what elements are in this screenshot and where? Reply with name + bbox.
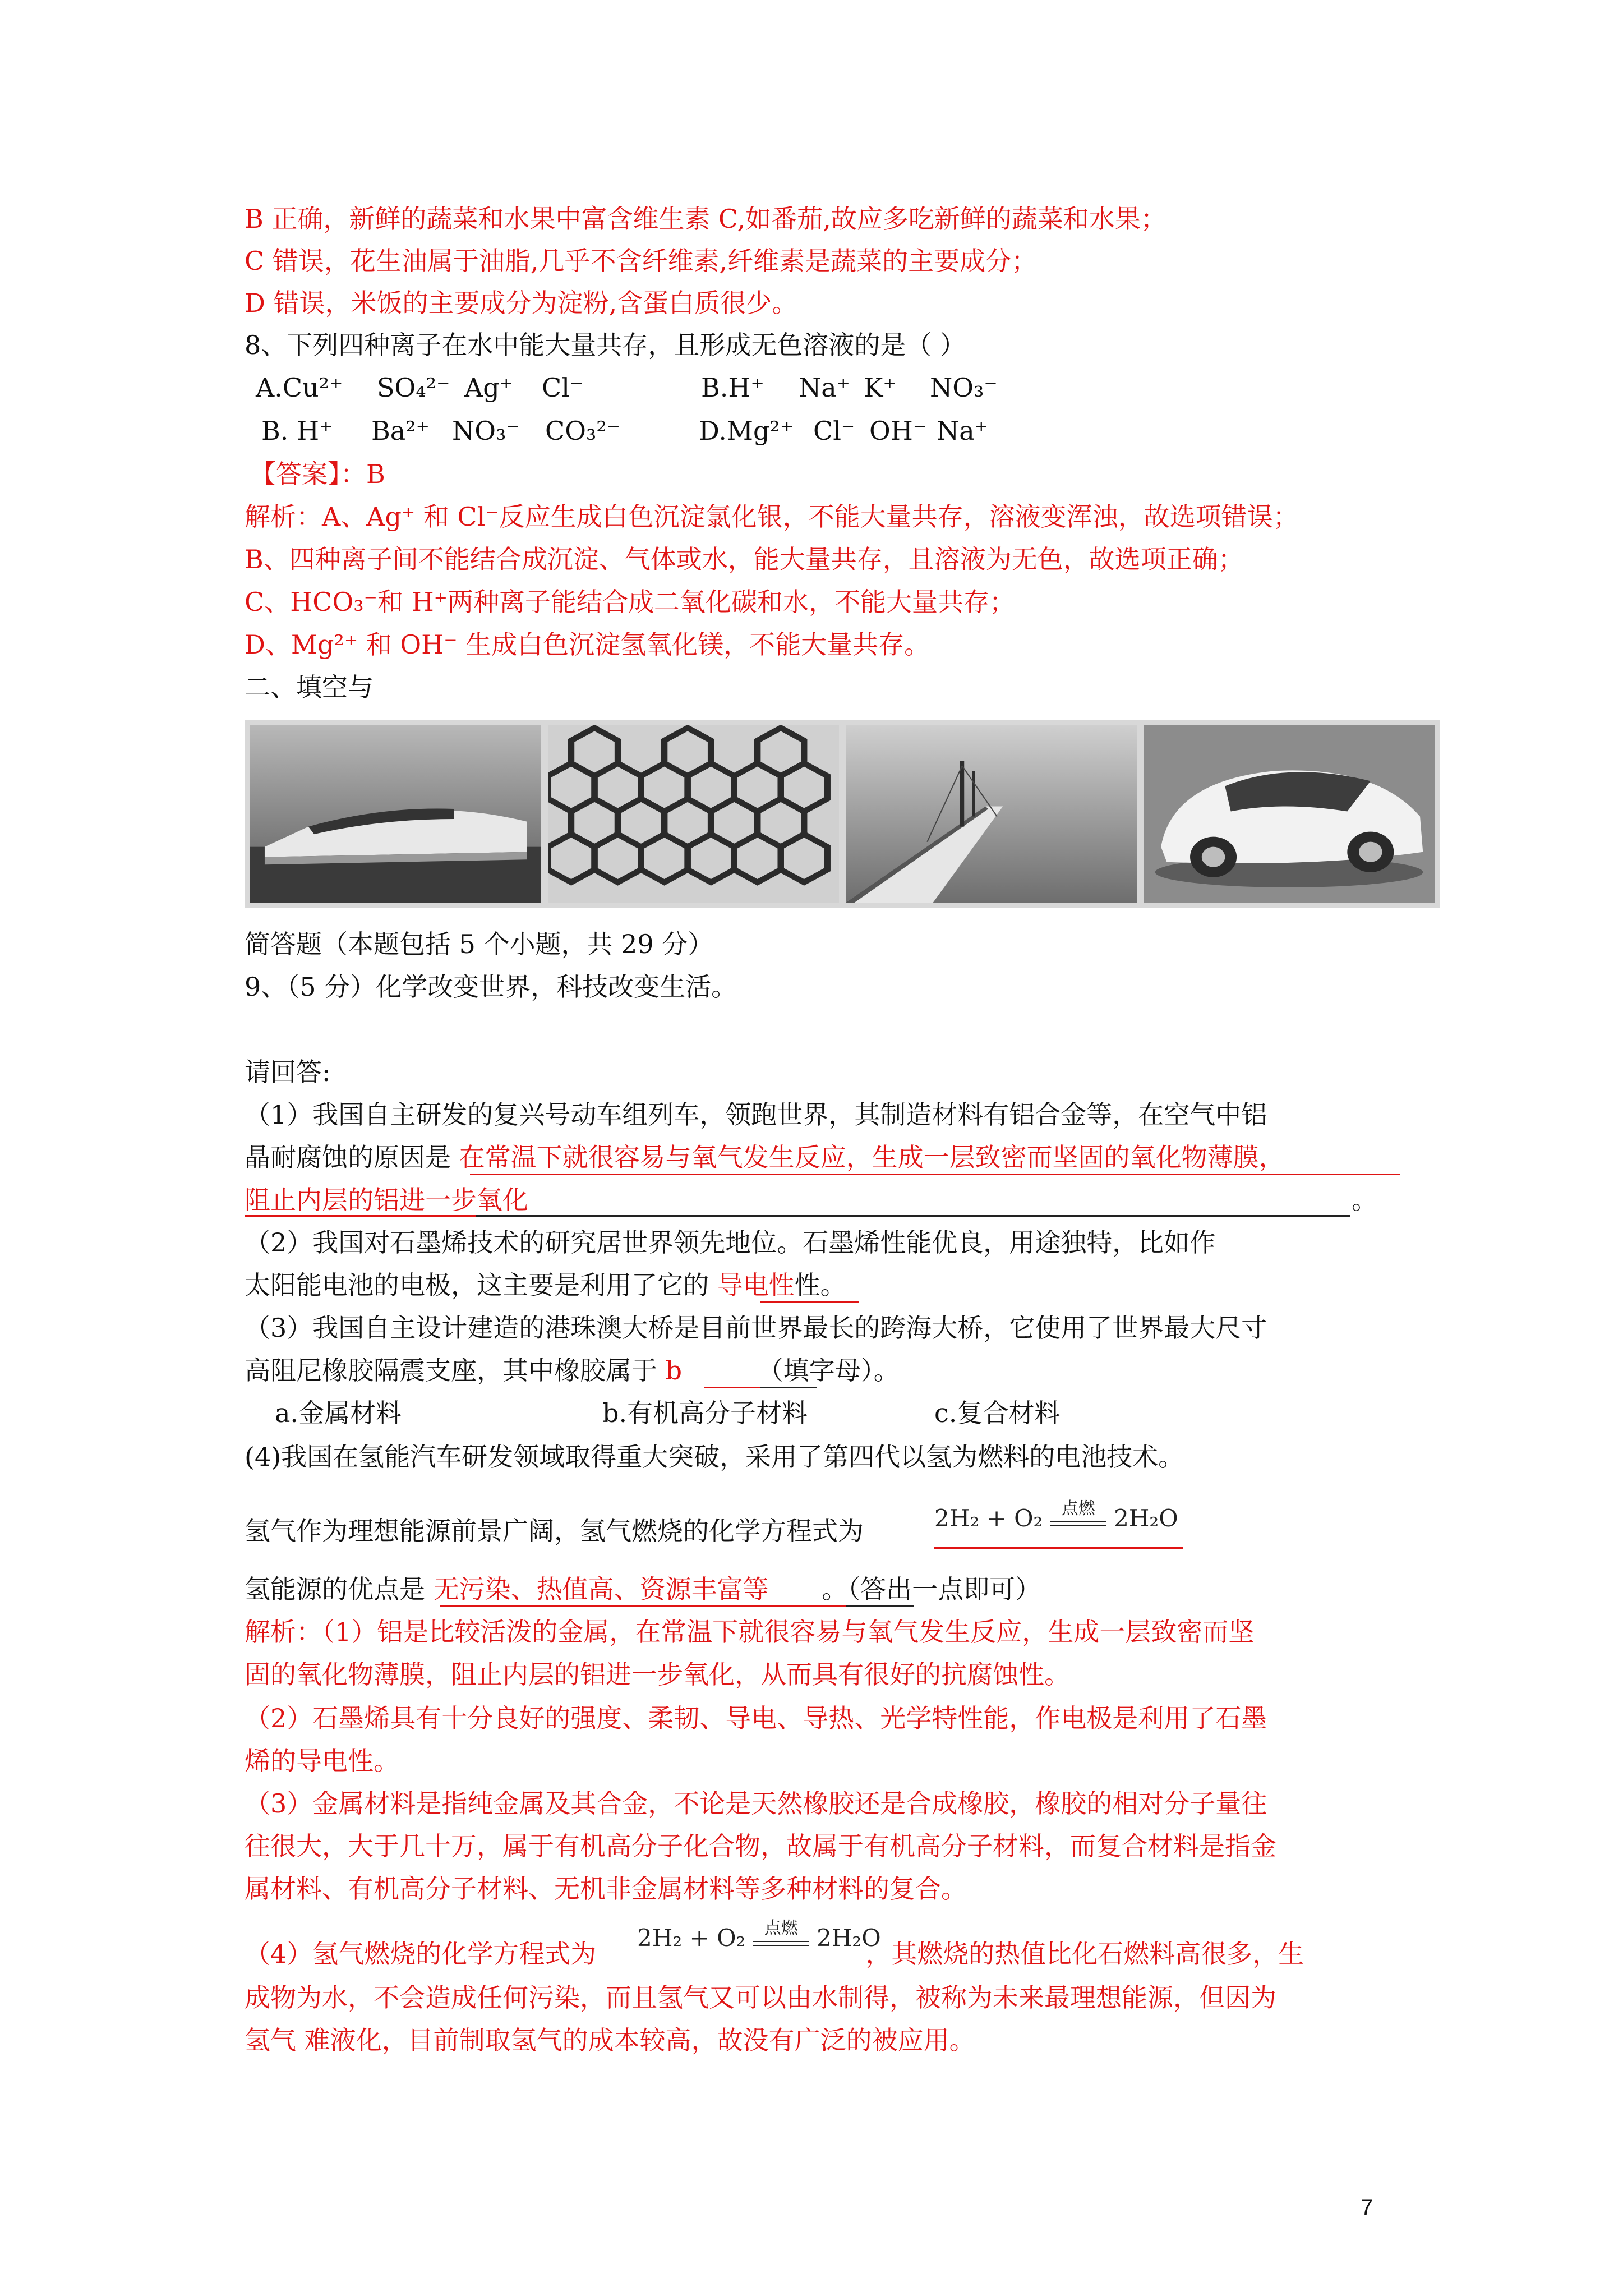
q9-part4-prompt: 氢能源的优点是 (245, 1574, 425, 1604)
q9-part1-answer-1: 在常温下就很容易与氧气发生反应，生成一层致密而坚固的氧化物薄膜， (451, 1142, 1285, 1172)
explanation-3c: 属材料、有机高分子材料、无机非金属材料等多种材料的复合。 (245, 1874, 967, 1904)
q9-part2-underline (760, 1301, 859, 1303)
option-c-ion-1: B. H⁺ (261, 416, 333, 446)
q9-part1-prompt: 晶耐腐蚀的原因是 (245, 1142, 451, 1172)
option-d-ion-2: Cl⁻ (813, 416, 855, 446)
option-b-ion-3: K⁺ (864, 372, 897, 403)
analysis-c: C、HCO₃⁻和 H⁺两种离子能结合成二氧化碳和水，不能大量共存； (245, 587, 1015, 617)
explanation-b: B 正确，新鲜的蔬菜和水果中富含维生素 C,如番茄,故应多吃新鲜的蔬菜和水果； (245, 204, 1166, 234)
explanation-4b: 成物为水，不会造成任何污染，而且氢气又可以由水制得，被称为未来最理想能源，但因为 (245, 1982, 1276, 2013)
option-d-ion-4: Na⁺ (937, 416, 988, 446)
q9-part4-line2: 氢气作为理想能源前景广阔，氢气燃烧的化学方程式为 (245, 1516, 864, 1546)
option-a-ion-3: Ag⁺ (464, 372, 513, 403)
photo-strip (245, 720, 1440, 908)
option-a-ion-1: A.Cu²⁺ (256, 372, 343, 403)
explanation-2b: 烯的导电性。 (245, 1746, 399, 1776)
q9-option-a: a.金属材料 (275, 1398, 402, 1428)
q9-part1-line2 (245, 1144, 1285, 1170)
q9-part1-underline-2 (245, 1215, 476, 1217)
analysis-a: 解析：A、Ag⁺ 和 Cl⁻反应生成白色沉淀氯化银，不能大量共存，溶液变浑浊，故选项错误； (245, 501, 1299, 532)
q9-part4-underline-red (440, 1605, 846, 1607)
explanation-equation-rhs: 2H₂O (817, 1924, 881, 1952)
explanation-1b: 固的氧化物薄膜，阻止内层的铝进一步氧化，从而具有很好的抗腐蚀性。 (245, 1659, 1070, 1690)
bullet-train-photo (250, 725, 541, 903)
option-b-ion-4: NO₃⁻ (930, 372, 998, 403)
option-a-ion-4: Cl⁻ (542, 372, 584, 403)
section-two-heading: 二、填空与 (245, 672, 374, 702)
q9-part3-prompt: 高阻尼橡胶隔震支座，其中橡胶属于 (245, 1355, 657, 1386)
explanation-2a: （2）石墨烯具有十分良好的强度、柔韧、导电、导热、光学特性能，作电极是利用了石墨 (245, 1703, 1267, 1733)
option-b-ion-2: Na⁺ (799, 372, 850, 403)
page-number: 7 (1361, 2195, 1373, 2220)
q9-part1-line1: （1）我国自主研发的复兴号动车组列车，领跑世界，其制造材料有铝合金等，在空气中铝 (245, 1099, 1267, 1130)
explanation-4a-suffix: ，其燃烧的热值比化石燃料高很多，生 (865, 1939, 1304, 1969)
analysis-d: D、Mg²⁺ 和 OH⁻ 生成白色沉淀氢氧化镁，不能大量共存。 (245, 629, 930, 660)
q9-part4-line1: (4)我国在氢能汽车研发领域取得重大突破，采用了第四代以氢为燃料的电池技术。 (245, 1442, 1184, 1472)
option-d-ion-3: OH⁻ (869, 416, 927, 446)
q9-option-b: b.有机高分子材料 (602, 1398, 808, 1428)
explanation-d: D 错误，米饭的主要成分为淀粉,含蛋白质很少。 (245, 288, 798, 318)
option-c-ion-3: NO₃⁻ (452, 416, 520, 446)
equation-arrow (1050, 1499, 1106, 1526)
explanation-1a: 解析：（1）铝是比较活泼的金属，在常温下就很容易与氧气发生反应，生成一层致密而坚 (245, 1617, 1255, 1647)
q9-part1-underline-1 (470, 1174, 1400, 1175)
q9-part4-underline-black (846, 1605, 914, 1607)
option-d-ion-1: D.Mg²⁺ (699, 416, 794, 446)
section-two-subheading: 简答题（本题包括 5 个小题，共 29 分） (245, 929, 714, 959)
explanation-3a: （3）金属材料是指纯金属及其合金，不论是天然橡胶还是合成橡胶，橡胶的相对分子量往 (245, 1788, 1267, 1819)
q9-part2-suffix: 性。 (794, 1270, 846, 1300)
q9-part1-period: 。 (1352, 1185, 1377, 1215)
q9-part4-line3 (245, 1576, 1041, 1602)
q9-part2-answer: 导电性 (709, 1270, 795, 1300)
q9-part3-line2 (245, 1355, 900, 1386)
explanation-equation-lhs: 2H₂ + O₂ (637, 1924, 746, 1952)
bridge-photo (846, 725, 1137, 903)
q9-option-c: c.复合材料 (934, 1398, 1061, 1428)
option-c-ion-4: CO₃²⁻ (545, 416, 621, 446)
q9-part3-line1: （3）我国自主设计建造的港珠澳大桥是目前世界最长的跨海大桥，它使用了世界最大尺寸 (245, 1313, 1267, 1343)
question-8: 8、下列四种离子在水中能大量共存，且形成无色溶液的是（ ） (245, 330, 966, 360)
q9-part2-line2 (245, 1272, 846, 1298)
equation-rhs: 2H₂O (1114, 1504, 1178, 1532)
option-c-ion-2: Ba²⁺ (371, 416, 430, 446)
hydrogen-car-photo (1144, 725, 1435, 903)
q9-part1-answer-2: 阻止内层的铝进一步氧化 (245, 1185, 528, 1215)
explanation-4c: 氢气 难液化，目前制取氢气的成本较高，故没有广泛的被应用。 (245, 2025, 975, 2055)
q9-part3-underline-black (760, 1387, 817, 1388)
q9-part4-underline-1 (934, 1547, 1183, 1549)
q9-part1-blank-line (476, 1215, 1350, 1217)
explanation-c: C 错误，花生油属于油脂,几乎不含纤维素,纤维素是蔬菜的主要成分； (245, 246, 1038, 276)
explanation-equation (637, 1918, 881, 1952)
explanation-4a-prefix: （4）氢气燃烧的化学方程式为 (245, 1939, 597, 1969)
q9-part3-suffix: （填字母）。 (757, 1355, 900, 1386)
question-9: 9、（5 分）化学改变世界，科技改变生活。 (245, 972, 737, 1002)
hydrogen-combustion-equation (934, 1499, 1178, 1532)
q9-part2-line1: （2）我国对石墨烯技术的研究居世界领先地位。石墨烯性能优良，用途独特，比如作 (245, 1227, 1216, 1258)
explanation-equation-arrow (753, 1918, 809, 1946)
q9-part4-suffix: 。（答出一点即可） (822, 1574, 1041, 1604)
explanation-3b: 往很大，大于几十万，属于有机高分子化合物，故属于有机高分子材料，而复合材料是指金 (245, 1831, 1276, 1861)
q9-part4-answer: 无污染、热值高、资源丰富等 (425, 1574, 777, 1604)
equation-lhs: 2H₂ + O₂ (934, 1504, 1043, 1532)
answer-label: 【答案】：B (250, 459, 385, 489)
please-answer: 请回答: (245, 1057, 331, 1087)
option-b-ion-1: B.H⁺ (701, 372, 764, 403)
q9-part2-prompt: 太阳能电池的电极，这主要是利用了它的 (245, 1270, 709, 1300)
q9-part1-line3 (245, 1187, 528, 1213)
explanation-equation-condition: 点燃 (764, 1918, 798, 1938)
option-a-ion-2: SO₄²⁻ (377, 372, 450, 403)
graphene-photo (548, 725, 839, 903)
q9-part3-answer: b (657, 1355, 690, 1386)
q9-part3-underline-red (704, 1387, 760, 1388)
equation-condition: 点燃 (1061, 1499, 1095, 1519)
analysis-b: B、四种离子间不能结合成沉淀、气体或水，能大量共存，且溶液为无色，故选项正确； (245, 544, 1244, 574)
